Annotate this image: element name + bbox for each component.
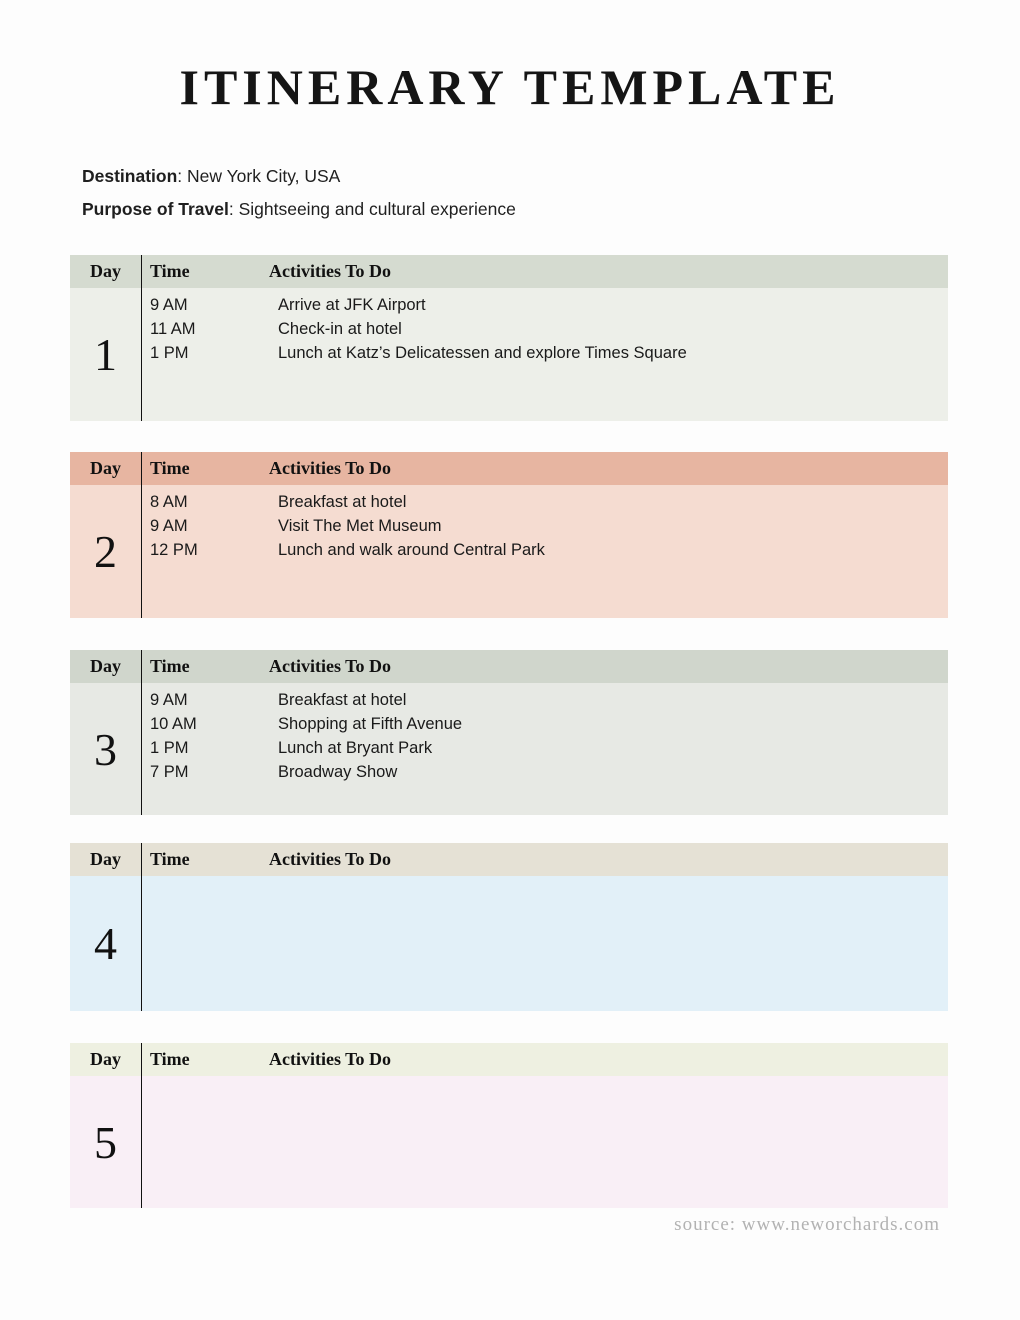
itinerary-row (150, 514, 948, 538)
page-title: ITINERARY TEMPLATE (179, 59, 841, 115)
day-number: 5 (94, 1116, 117, 1168)
day-5-body (70, 1076, 948, 1208)
column-header-day: Day (90, 458, 121, 478)
destination-value: : New York City, USA (177, 166, 341, 186)
day-4-header (70, 843, 948, 876)
day-5-header (70, 1043, 948, 1076)
entry-time: 11 AM (150, 320, 196, 338)
entry-activity: Check-in at hotel (278, 320, 402, 338)
day-number: 2 (94, 526, 117, 577)
entry-activity: Visit The Met Museum (278, 517, 442, 535)
column-header-activities: Activities To Do (269, 1049, 392, 1069)
day-5-table (70, 1043, 948, 1208)
entry-time: 10 AM (150, 715, 197, 733)
entry-time: 12 PM (150, 541, 198, 559)
column-header-time: Time (150, 849, 190, 869)
day-3-body (70, 683, 948, 815)
entry-time: 8 AM (150, 493, 188, 511)
day-number: 4 (94, 918, 117, 969)
entry-activity: Arrive at JFK Airport (278, 296, 426, 314)
destination-label: Destination (82, 166, 178, 186)
day-5-entries (70, 1076, 948, 1081)
itinerary-row (150, 736, 948, 760)
trip-info (82, 160, 516, 226)
day-4-entries (70, 876, 948, 881)
entry-time: 7 PM (150, 763, 189, 781)
itinerary-row (150, 293, 948, 317)
column-header-activities: Activities To Do (269, 261, 392, 281)
itinerary-row (150, 538, 948, 562)
day-2-entries (70, 485, 948, 562)
day-1-table (70, 255, 948, 421)
purpose-line (82, 193, 516, 226)
day-1-body (70, 288, 948, 421)
entry-activity: Shopping at Fifth Avenue (278, 715, 463, 733)
day-2-header (70, 452, 948, 485)
itinerary-row (150, 760, 948, 784)
day-column-divider (141, 255, 143, 421)
column-header-activities: Activities To Do (269, 656, 392, 676)
day-3-table (70, 650, 948, 815)
column-header-activities: Activities To Do (269, 458, 392, 478)
entry-activity: Broadway Show (278, 763, 398, 781)
column-header-activities: Activities To Do (269, 849, 392, 869)
purpose-label: Purpose of Travel (82, 199, 229, 219)
itinerary-row (150, 341, 948, 365)
source-credit: source: www.neworchards.com (674, 1214, 940, 1235)
itinerary-row (150, 712, 948, 736)
day-column-divider (141, 650, 143, 815)
day-column-divider (141, 843, 143, 1011)
day-column-divider (141, 452, 143, 618)
day-1-header (70, 255, 948, 288)
column-header-day: Day (90, 1049, 121, 1069)
day-number: 3 (94, 723, 117, 775)
column-header-day: Day (90, 656, 121, 676)
column-header-time: Time (150, 1049, 190, 1069)
itinerary-row (150, 490, 948, 514)
entry-activity: Breakfast at hotel (278, 493, 407, 511)
day-3-header (70, 650, 948, 683)
entry-time: 9 AM (150, 296, 188, 314)
entry-time: 9 AM (150, 517, 188, 535)
day-2-table (70, 452, 948, 618)
day-column-divider (141, 1043, 143, 1208)
itinerary-row (150, 317, 948, 341)
entry-activity: Breakfast at hotel (278, 691, 407, 709)
column-header-time: Time (150, 261, 190, 281)
day-3-entries (70, 683, 948, 784)
column-header-day: Day (90, 261, 121, 281)
column-header-time: Time (150, 656, 190, 676)
column-header-day: Day (90, 849, 121, 869)
entry-activity: Lunch and walk around Central Park (278, 541, 545, 559)
entry-activity: Lunch at Katz’s Delicatessen and explore Times Square (278, 344, 687, 362)
itinerary-row (150, 688, 948, 712)
purpose-value: : Sightseeing and cultural experience (228, 199, 516, 219)
day-2-body (70, 485, 948, 618)
day-4-table (70, 843, 948, 1011)
entry-time: 9 AM (150, 691, 188, 709)
day-1-entries (70, 288, 948, 365)
entry-activity: Lunch at Bryant Park (278, 739, 433, 757)
column-header-time: Time (150, 458, 190, 478)
entry-time: 1 PM (150, 739, 189, 757)
entry-time: 1 PM (150, 344, 189, 362)
day-4-body (70, 876, 948, 1011)
destination-line (82, 160, 516, 193)
day-number: 1 (94, 329, 117, 380)
